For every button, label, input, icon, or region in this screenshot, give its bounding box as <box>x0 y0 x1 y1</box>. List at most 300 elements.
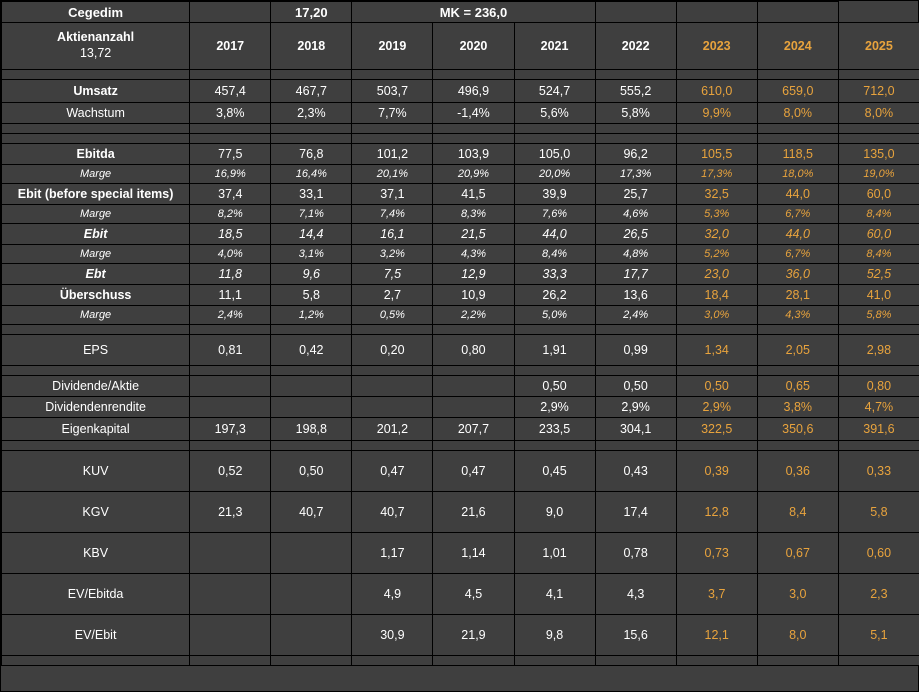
year-header-2019: 2019 <box>352 23 433 70</box>
row-label-ebt: Ebt <box>2 264 190 285</box>
row-label-kuv: KUV <box>2 451 190 492</box>
cell: 5,2% <box>676 245 757 264</box>
cell: 25,7 <box>595 184 676 205</box>
cell: 2,2% <box>433 306 514 325</box>
cell: 5,1 <box>838 615 919 656</box>
cell: 3,0 <box>757 574 838 615</box>
table-row <box>2 306 919 325</box>
spacer-cell <box>352 124 433 134</box>
spacer-cell <box>514 441 595 451</box>
row-label-ebit-before-special-items: Ebit (before special items) <box>2 184 190 205</box>
spacer-cell <box>757 366 838 376</box>
spacer-cell <box>2 441 190 451</box>
cell: 0,50 <box>271 451 352 492</box>
spacer-cell <box>2 124 190 134</box>
cell: 101,2 <box>352 144 433 165</box>
cell <box>352 376 433 397</box>
spacer-row-5 <box>2 366 919 376</box>
table-row <box>2 574 919 615</box>
spacer-cell <box>271 70 352 80</box>
cell: 4,3% <box>433 245 514 264</box>
row-label-ev-ebit: EV/Ebit <box>2 615 190 656</box>
cell: 21,3 <box>190 492 271 533</box>
cell: 712,0 <box>838 80 919 103</box>
cell <box>271 615 352 656</box>
cell: 12,8 <box>676 492 757 533</box>
cell: 4,0% <box>190 245 271 264</box>
spacer-cell <box>757 656 838 666</box>
table-row <box>2 144 919 165</box>
header-empty-2 <box>676 2 757 23</box>
cell: 4,8% <box>595 245 676 264</box>
year-header-2025: 2025 <box>838 23 919 70</box>
cell: 19,0% <box>838 165 919 184</box>
year-header-2024: 2024 <box>757 23 838 70</box>
table-row <box>2 492 919 533</box>
cell: 4,7% <box>838 397 919 418</box>
cell: 503,7 <box>352 80 433 103</box>
cell: 37,4 <box>190 184 271 205</box>
cell: 33,1 <box>271 184 352 205</box>
cell: 105,0 <box>514 144 595 165</box>
spacer-row-2 <box>2 124 919 134</box>
cell: 350,6 <box>757 418 838 441</box>
financials-table <box>1 1 919 666</box>
cell: 524,7 <box>514 80 595 103</box>
spacer-cell <box>433 134 514 144</box>
table-row <box>2 184 919 205</box>
cell: 2,3 <box>838 574 919 615</box>
year-header-2021: 2021 <box>514 23 595 70</box>
cell: 60,0 <box>838 224 919 245</box>
cell: 3,8% <box>190 103 271 124</box>
cell: 7,4% <box>352 205 433 224</box>
cell: 1,91 <box>514 335 595 366</box>
row-label-ebitda: Ebitda <box>2 144 190 165</box>
cell: 5,8 <box>838 492 919 533</box>
row-label-eigenkapital: Eigenkapital <box>2 418 190 441</box>
cell: 0,50 <box>514 376 595 397</box>
spacer-cell <box>514 124 595 134</box>
cell <box>190 574 271 615</box>
cell: 20,1% <box>352 165 433 184</box>
spacer-cell <box>352 441 433 451</box>
cell: -1,4% <box>433 103 514 124</box>
cell: 0,43 <box>595 451 676 492</box>
cell: 21,5 <box>433 224 514 245</box>
spacer-cell <box>433 656 514 666</box>
cell: 496,9 <box>433 80 514 103</box>
year-header-2018: 2018 <box>271 23 352 70</box>
table-row <box>2 80 919 103</box>
spacer-cell <box>757 70 838 80</box>
spacer-cell <box>838 124 919 134</box>
spacer-cell <box>676 124 757 134</box>
cell: 6,7% <box>757 245 838 264</box>
spacer-cell <box>2 325 190 335</box>
spacer-cell <box>838 366 919 376</box>
table-row <box>2 103 919 124</box>
header-empty-3 <box>757 2 838 23</box>
spacer-cell <box>2 134 190 144</box>
spacer-cell <box>838 441 919 451</box>
year-header-row <box>2 23 919 70</box>
cell: 0,81 <box>190 335 271 366</box>
table-row <box>2 418 919 441</box>
cell: 5,6% <box>514 103 595 124</box>
spacer-cell <box>676 325 757 335</box>
spacer-cell <box>514 134 595 144</box>
spacer-cell <box>190 325 271 335</box>
cell <box>190 533 271 574</box>
table-body <box>2 2 919 666</box>
cell: 4,9 <box>352 574 433 615</box>
cell: 3,8% <box>757 397 838 418</box>
spacer-cell <box>271 124 352 134</box>
cell: 610,0 <box>676 80 757 103</box>
cell: 14,4 <box>271 224 352 245</box>
cell: 3,0% <box>676 306 757 325</box>
cell: 20,0% <box>514 165 595 184</box>
spacer-cell <box>514 656 595 666</box>
cell: 2,7 <box>352 285 433 306</box>
spacer-cell <box>190 134 271 144</box>
cell <box>190 397 271 418</box>
cell: 17,3% <box>676 165 757 184</box>
cell: 4,6% <box>595 205 676 224</box>
cell <box>271 376 352 397</box>
spacer-row-7 <box>2 656 919 666</box>
cell: 467,7 <box>271 80 352 103</box>
cell: 37,1 <box>352 184 433 205</box>
spacer-cell <box>595 441 676 451</box>
cell: 18,5 <box>190 224 271 245</box>
cell: 207,7 <box>433 418 514 441</box>
row-label-marge-ebitda: Marge <box>2 165 190 184</box>
cell: 26,2 <box>514 285 595 306</box>
cell: 0,65 <box>757 376 838 397</box>
spacer-cell <box>190 441 271 451</box>
spacer-cell <box>595 366 676 376</box>
cell: 391,6 <box>838 418 919 441</box>
cell: 2,9% <box>595 397 676 418</box>
cell: 77,5 <box>190 144 271 165</box>
spacer-cell <box>2 70 190 80</box>
row-label-umsatz: Umsatz <box>2 80 190 103</box>
cell <box>352 397 433 418</box>
cell <box>271 574 352 615</box>
cell: 0,5% <box>352 306 433 325</box>
row-label-ueberschuss: Überschuss <box>2 285 190 306</box>
cell: 0,45 <box>514 451 595 492</box>
cell: 233,5 <box>514 418 595 441</box>
spacer-cell <box>271 325 352 335</box>
cell: 135,0 <box>838 144 919 165</box>
cell: 18,0% <box>757 165 838 184</box>
cell: 457,4 <box>190 80 271 103</box>
spacer-cell <box>595 325 676 335</box>
spacer-cell <box>433 70 514 80</box>
cell: 3,1% <box>271 245 352 264</box>
row-label-eps: EPS <box>2 335 190 366</box>
cell: 0,99 <box>595 335 676 366</box>
cell: 1,17 <box>352 533 433 574</box>
cell: 9,8 <box>514 615 595 656</box>
spacer-cell <box>595 70 676 80</box>
cell: 8,0 <box>757 615 838 656</box>
year-header-2022: 2022 <box>595 23 676 70</box>
spacer-cell <box>2 366 190 376</box>
cell: 3,2% <box>352 245 433 264</box>
cell: 44,0 <box>757 224 838 245</box>
table-row <box>2 285 919 306</box>
spacer-cell <box>271 441 352 451</box>
year-header-2023: 2023 <box>676 23 757 70</box>
cell: 33,3 <box>514 264 595 285</box>
spacer-cell <box>676 134 757 144</box>
cell <box>190 615 271 656</box>
cell <box>190 376 271 397</box>
spacer-cell <box>514 325 595 335</box>
spacer-cell <box>757 124 838 134</box>
spacer-cell <box>352 656 433 666</box>
spacer-row-6 <box>2 441 919 451</box>
cell: 28,1 <box>757 285 838 306</box>
cell: 0,36 <box>757 451 838 492</box>
cell: 0,52 <box>190 451 271 492</box>
row-label-dividende-aktie: Dividende/Aktie <box>2 376 190 397</box>
spacer-cell <box>433 366 514 376</box>
shares-value: 13,72 <box>79 46 112 60</box>
cell: 8,0% <box>757 103 838 124</box>
cell: 5,3% <box>676 205 757 224</box>
cell: 32,5 <box>676 184 757 205</box>
spacer-cell <box>190 124 271 134</box>
cell <box>271 397 352 418</box>
row-label-dividendenrendite: Dividendenrendite <box>2 397 190 418</box>
row-label-kbv: KBV <box>2 533 190 574</box>
cell: 0,73 <box>676 533 757 574</box>
cell: 2,9% <box>514 397 595 418</box>
year-header-2020: 2020 <box>433 23 514 70</box>
cell: 2,9% <box>676 397 757 418</box>
cell: 9,9% <box>676 103 757 124</box>
cell: 4,5 <box>433 574 514 615</box>
cell: 5,0% <box>514 306 595 325</box>
cell: 103,9 <box>433 144 514 165</box>
share-price: 17,20 <box>271 2 352 23</box>
cell: 2,05 <box>757 335 838 366</box>
spacer-cell <box>352 366 433 376</box>
cell: 1,2% <box>271 306 352 325</box>
cell: 32,0 <box>676 224 757 245</box>
cell: 0,80 <box>838 376 919 397</box>
spacer-cell <box>433 441 514 451</box>
cell: 23,0 <box>676 264 757 285</box>
year-header-2017: 2017 <box>190 23 271 70</box>
spacer-cell <box>271 134 352 144</box>
cell: 18,4 <box>676 285 757 306</box>
spacer-cell <box>190 70 271 80</box>
cell: 21,9 <box>433 615 514 656</box>
cell: 52,5 <box>838 264 919 285</box>
spacer-cell <box>595 134 676 144</box>
spacer-cell <box>757 134 838 144</box>
cell: 4,3% <box>757 306 838 325</box>
cell: 0,50 <box>676 376 757 397</box>
row-label-kgv: KGV <box>2 492 190 533</box>
cell: 96,2 <box>595 144 676 165</box>
header-empty-1 <box>595 2 676 23</box>
cell: 8,4% <box>514 245 595 264</box>
table-row <box>2 397 919 418</box>
cell: 17,4 <box>595 492 676 533</box>
cell: 16,4% <box>271 165 352 184</box>
spacer-cell <box>676 70 757 80</box>
spacer-cell <box>757 441 838 451</box>
cell: 322,5 <box>676 418 757 441</box>
cell: 30,9 <box>352 615 433 656</box>
cell: 7,7% <box>352 103 433 124</box>
cell: 7,1% <box>271 205 352 224</box>
cell: 16,9% <box>190 165 271 184</box>
cell: 198,8 <box>271 418 352 441</box>
cell: 8,4 <box>757 492 838 533</box>
cell: 2,98 <box>838 335 919 366</box>
market-cap-label: MK = 236,0 <box>352 2 595 23</box>
cell: 0,42 <box>271 335 352 366</box>
cell: 12,9 <box>433 264 514 285</box>
row-label-marge-ueberschuss: Marge <box>2 306 190 325</box>
table-row <box>2 205 919 224</box>
cell: 8,2% <box>190 205 271 224</box>
cell: 5,8% <box>595 103 676 124</box>
spacer-cell <box>838 134 919 144</box>
spacer-cell <box>2 656 190 666</box>
cell: 9,0 <box>514 492 595 533</box>
cell: 8,0% <box>838 103 919 124</box>
header-gap-cell <box>190 2 271 23</box>
spacer-cell <box>676 441 757 451</box>
spacer-cell <box>271 366 352 376</box>
cell: 659,0 <box>757 80 838 103</box>
table-row <box>2 245 919 264</box>
spacer-cell <box>352 325 433 335</box>
cell: 17,7 <box>595 264 676 285</box>
cell: 197,3 <box>190 418 271 441</box>
cell: 40,7 <box>352 492 433 533</box>
spacer-cell <box>676 366 757 376</box>
cell: 5,8 <box>271 285 352 306</box>
spacer-row-3 <box>2 134 919 144</box>
cell: 21,6 <box>433 492 514 533</box>
cell: 0,78 <box>595 533 676 574</box>
cell: 41,0 <box>838 285 919 306</box>
cell: 1,01 <box>514 533 595 574</box>
cell: 1,14 <box>433 533 514 574</box>
spacer-cell <box>352 134 433 144</box>
cell: 6,7% <box>757 205 838 224</box>
spacer-cell <box>514 70 595 80</box>
row-label-ev-ebitda: EV/Ebitda <box>2 574 190 615</box>
spacer-cell <box>595 656 676 666</box>
cell: 2,4% <box>595 306 676 325</box>
cell: 15,6 <box>595 615 676 656</box>
table-row <box>2 224 919 245</box>
row-label-ebit: Ebit <box>2 224 190 245</box>
table-row <box>2 335 919 366</box>
cell: 3,7 <box>676 574 757 615</box>
cell: 17,3% <box>595 165 676 184</box>
cell: 2,4% <box>190 306 271 325</box>
header-row <box>2 2 919 23</box>
spacer-row-4 <box>2 325 919 335</box>
spacer-cell <box>757 325 838 335</box>
spacer-cell <box>514 366 595 376</box>
cell: 4,3 <box>595 574 676 615</box>
spacer-cell <box>838 656 919 666</box>
cell <box>271 533 352 574</box>
spacer-cell <box>190 656 271 666</box>
cell: 304,1 <box>595 418 676 441</box>
cell: 201,2 <box>352 418 433 441</box>
cell: 13,6 <box>595 285 676 306</box>
cell: 20,9% <box>433 165 514 184</box>
cell: 555,2 <box>595 80 676 103</box>
cell: 118,5 <box>757 144 838 165</box>
cell: 0,39 <box>676 451 757 492</box>
table-row <box>2 376 919 397</box>
table-row <box>2 264 919 285</box>
spacer-cell <box>433 325 514 335</box>
cell: 2,3% <box>271 103 352 124</box>
cell: 0,50 <box>595 376 676 397</box>
cell: 39,9 <box>514 184 595 205</box>
cell: 9,6 <box>271 264 352 285</box>
company-name: Cegedim <box>2 2 190 23</box>
cell: 44,0 <box>514 224 595 245</box>
cell: 16,1 <box>352 224 433 245</box>
row-label-wachstum: Wachstum <box>2 103 190 124</box>
spacer-cell <box>271 656 352 666</box>
cell: 105,5 <box>676 144 757 165</box>
cell: 40,7 <box>271 492 352 533</box>
spacer-cell <box>595 124 676 134</box>
table-row <box>2 451 919 492</box>
spacer-row-1 <box>2 70 919 80</box>
cell: 7,5 <box>352 264 433 285</box>
spacer-cell <box>838 325 919 335</box>
row-label-marge-ebit: Marge <box>2 245 190 264</box>
row-label-marge-ebit-bsi: Marge <box>2 205 190 224</box>
cell: 0,47 <box>352 451 433 492</box>
cell: 8,4% <box>838 245 919 264</box>
cell: 0,60 <box>838 533 919 574</box>
cell <box>433 376 514 397</box>
cell: 11,8 <box>190 264 271 285</box>
cell: 41,5 <box>433 184 514 205</box>
cell: 4,1 <box>514 574 595 615</box>
cell: 0,67 <box>757 533 838 574</box>
cell: 5,8% <box>838 306 919 325</box>
cell: 1,34 <box>676 335 757 366</box>
cell: 11,1 <box>190 285 271 306</box>
cell: 76,8 <box>271 144 352 165</box>
cell: 0,33 <box>838 451 919 492</box>
cell <box>433 397 514 418</box>
spacer-cell <box>676 656 757 666</box>
cell: 8,4% <box>838 205 919 224</box>
